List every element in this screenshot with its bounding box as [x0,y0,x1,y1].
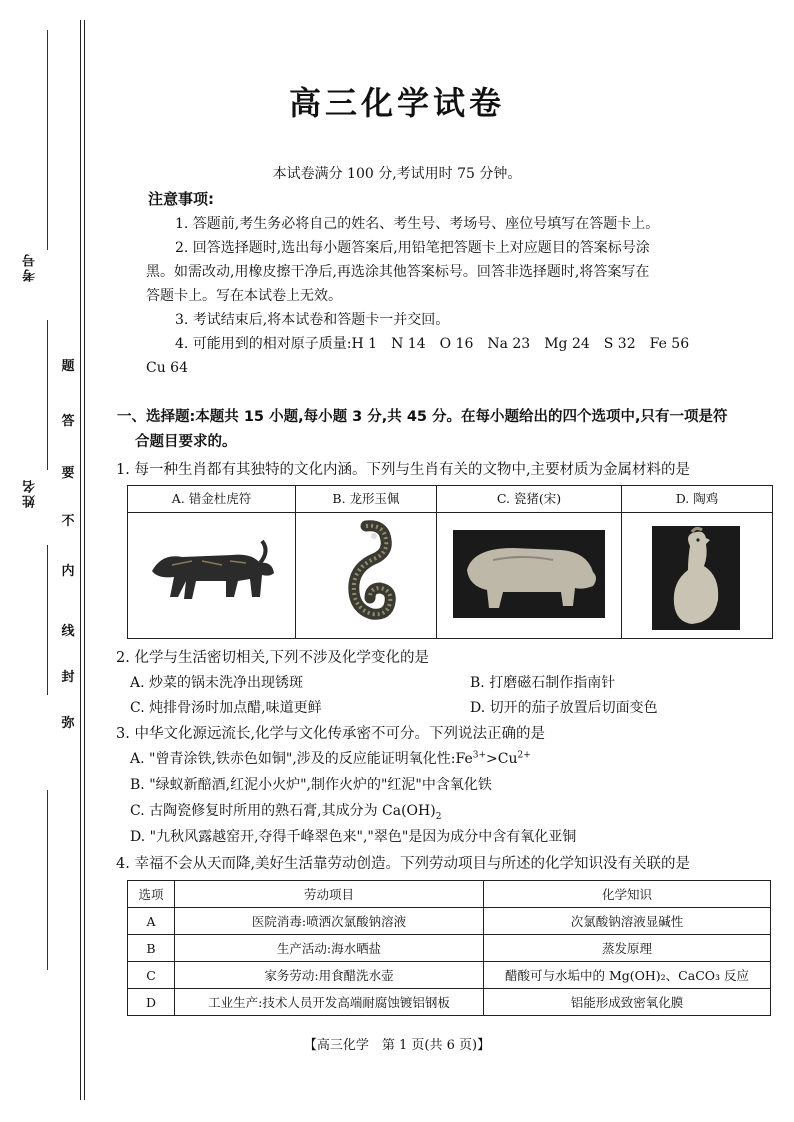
table-row [128,989,771,1016]
notice-heading: 注意事项: [148,190,214,208]
row-labor: 生产活动:海水晒盐 [175,935,484,962]
table-header: 选项 [128,881,175,908]
section-heading-line: 一、选择题:本题共 15 小题,每小题 3 分,共 45 分。在每小题给出的四个选项中,只有一项是符 [117,409,728,425]
school-fill-line [47,790,48,970]
table-header: 劳动项目 [175,881,484,908]
ion-charge: 2+ [517,750,531,761]
seal-char: 题 [61,359,75,374]
row-option: C [128,962,175,989]
exam-info: 本试卷满分 100 分,考试用时 75 分钟。 [272,166,522,182]
question-2-option-c: C. 炖排骨汤时加点醋,味道更鲜 [130,700,322,716]
option-cell-a [128,486,296,638]
option-a-text: A. "曾青涂铁,铁赤色如铜",涉及的反应能证明氧化性:Fe [130,751,473,767]
option-cell-d [622,486,772,638]
page-title: 高三化学试卷 [288,84,505,122]
row-labor: 医院消毒:喷洒次氯酸钠溶液 [175,908,484,935]
name-label: 姓名 [23,478,38,508]
row-knowledge: 蒸发原理 [484,935,771,962]
option-c-text: C. 古陶瓷修复时所用的熟石膏,其成分为 Ca(OH) [130,803,436,819]
question-3-option-d: D. "九秋风露越窑开,夺得千峰翠色来","翠色"是因为成分中含有氧化亚铜 [130,829,577,845]
formula-subscript: 2 [435,811,442,822]
notice-line: 答题卡上。写在本试卷上无效。 [146,288,342,304]
row-labor: 家务劳动:用食醋洗水壶 [175,962,484,989]
row-labor: 工业生产:技术人员开发高端耐腐蚀镀铝钢板 [175,989,484,1016]
option-cell-b [296,486,437,638]
question-2-option-d: D. 切开的茄子放置后切面变色 [470,700,658,716]
exam-no-label: 考号 [23,252,38,282]
question-1-image-table [127,485,773,639]
option-caption: A. 错金杜虎符 [128,486,295,513]
notice-line: 1. 答题前,考生务必将自己的姓名、考生号、考场号、座位号填写在答题卡上。 [175,216,660,232]
seal-char: 答 [61,414,75,429]
table-row [128,908,771,935]
notice-line: Cu 64 [146,360,188,376]
option-caption: C. 瓷猪(宋) [437,486,621,513]
notice-line: 3. 考试结束后,将本试卷和答题卡一并交回。 [175,312,450,328]
notice-line: 黑。如需改动,用橡皮擦干净后,再选涂其他答案标号。回答非选择题时,将答案写在 [146,264,650,280]
row-option: B [128,935,175,962]
option-a-compare: >Cu [486,751,518,767]
question-2-option-a: A. 炒菜的锅未洗净出现锈斑 [130,675,304,691]
pottery-chicken-image [652,526,740,630]
row-option: D [128,989,175,1016]
page-footer: 【高三化学 第 1 页(共 6 页)】 [303,1038,491,1053]
question-2-stem: 2. 化学与生活密切相关,下列不涉及化学变化的是 [116,650,430,666]
ion-charge: 3+ [472,750,487,761]
exam-no-fill-line [47,30,48,250]
seal-char: 封 [61,670,75,685]
option-caption: B. 龙形玉佩 [296,486,436,513]
question-3-option-c [130,800,441,822]
dragon-jade-image [326,518,406,633]
question-1-stem: 1. 每一种生肖都有其独特的文化内涵。下列与生肖有关的文物中,主要材质为金属材料的是 [116,462,691,478]
class-fill-line [47,545,48,695]
row-knowledge: 铝能形成致密氧化膜 [484,989,771,1016]
question-3-option-a [130,748,531,768]
table-row [128,962,771,989]
seal-char: 内 [61,564,75,579]
name-fill-line [47,320,48,470]
question-4-table [127,880,771,1016]
table-row [128,935,771,962]
table-header: 化学知识 [484,881,771,908]
question-3-option-b: B. "绿蚁新醅酒,红泥小火炉",制作火炉的"红泥"中含氧化铁 [130,777,492,793]
section-heading-line: 合题目要求的。 [135,434,237,450]
option-cell-c [437,486,622,638]
seal-char: 线 [61,624,75,639]
row-knowledge: 次氯酸钠溶液显碱性 [484,908,771,935]
tiger-tally-image [142,531,282,611]
question-4-stem: 4. 幸福不会从天而降,美好生活靠劳动创造。下列劳动项目与所述的化学知识没有关联的是 [116,856,691,872]
porcelain-pig-image [453,530,605,618]
option-caption: D. 陶鸡 [622,486,772,513]
notice-line: 4. 可能用到的相对原子质量:H 1 N 14 O 16 Na 23 Mg 24 S 32 Fe 56 [175,336,690,352]
seal-char: 不 [61,514,75,529]
notice-line: 2. 回答选择题时,选出每小题答案后,用铅笔把答题卡上对应题目的答案标号涂 [175,240,650,256]
question-2-option-b: B. 打磨磁石制作指南针 [470,675,616,691]
section-heading [117,405,728,455]
row-option: A [128,908,175,935]
question-3-stem: 3. 中华文化源远流长,化学与文化传承密不可分。下列说法正确的是 [116,726,546,742]
table-header-row [128,881,771,908]
seal-char: 弥 [61,716,75,731]
seal-char: 要 [61,466,75,481]
row-knowledge: 醋酸可与水垢中的 Mg(OH)₂、CaCO₃ 反应 [484,962,771,989]
